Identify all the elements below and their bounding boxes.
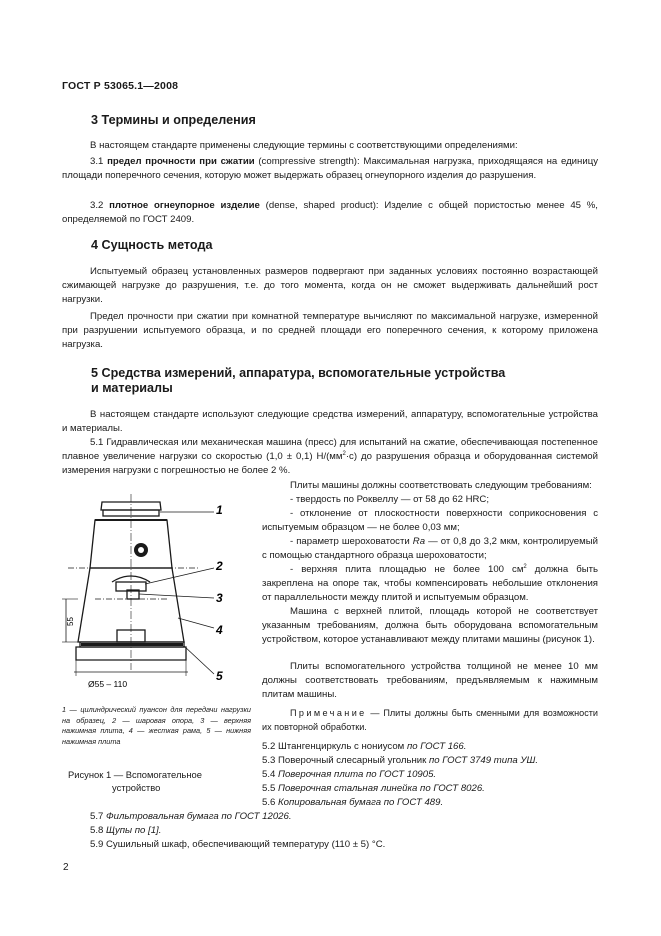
document-header: ГОСТ Р 53065.1—2008	[62, 80, 179, 92]
auxiliary-plates-paragraph: Плиты вспомогательного устройства толщиной не менее 10 мм должны соответствовать требованиям, предъявляемым к нажимным плитам машины.	[262, 661, 598, 701]
section-4-para-2: Предел прочности при сжатии при комнатной температуре вычисляют по максимальной нагрузке, измеренной при разрушении испытуемого образца, и по средней площади его поперечного сечения, к которому приложена нагрузка.	[62, 311, 598, 351]
section-4-para-1: Испытуемый образец установленных размеров подвергают при заданных условиях постоянно возрастающей сжимающей нагрузке до разрушения, т.е. до того момента, когда он не сможет выдерживать дальнейший рост нагрузки.	[62, 266, 598, 306]
item-5-6: 5.6 Копировальная бумага по ГОСТ 489.	[262, 797, 444, 808]
figure-label-3: 3	[216, 591, 223, 605]
note: Примечание — Плиты должны быть сменными для возможности их повторной обработки.	[262, 708, 598, 733]
figure-label-4: 4	[216, 623, 223, 637]
figure-caption-line-1: Рисунок 1 — Вспомогательное	[68, 769, 202, 780]
section-5-title-line-1: 5 Средства измерений, аппаратура, вспомогательные устройства	[91, 366, 506, 380]
auxiliary-device-paragraph: Машина с верхней плитой, площадь которой не соответствует указанным требованиям, должна быть оборудована вспомогательным устройством, которое устанавливают между плитами машины (рисунок 1).	[262, 606, 598, 646]
page-number: 2	[63, 862, 69, 873]
requirement-flatness: - отклонение от плоскостности поверхности соприкосновения с испытуемым образцом — не более 0,03 мм;	[262, 508, 598, 534]
item-5-9: 5.9 Сушильный шкаф, обеспечивающий температуру (110 ± 5) °С.	[90, 839, 386, 850]
item-5-3: 5.3 Поверочный слесарный угольник по ГОСТ 3749 типа УШ.	[262, 755, 539, 766]
figure-label-1: 1	[216, 503, 223, 517]
item-5-7: 5.7 Фильтровальная бумага по ГОСТ 12026.	[90, 811, 292, 822]
dimension-diameter: Ø55 – 110	[88, 679, 128, 689]
item-5-4: 5.4 Поверочная плита по ГОСТ 10905.	[262, 769, 437, 780]
plate-requirements-intro: Плиты машины должны соответствовать следующим требованиям:	[290, 480, 592, 491]
requirement-upper-plate: - верхняя плита площадью не более 100 $см^2$ должна быть закреплена на опоре так, чтобы компенсировать небольшие отклонения от параллельности между плитой и испытуемым образцом.	[262, 564, 598, 604]
section-3-intro: В настоящем стандарте применены следующие термины с соответствующими определениями:	[90, 140, 518, 151]
dimension-height: 55	[66, 617, 75, 626]
section-5-intro: В настоящем стандарте используют следующие средства измерений, аппаратуру, вспомогательные устройства и материалы.	[62, 409, 598, 435]
section-4-title: 4 Сущность метода	[91, 238, 213, 252]
requirement-roughness: - параметр шероховатости Ra — от 0,8 до 3,2 мкм, контролируемый с помощью стандартного образца шероховатости;	[262, 536, 598, 562]
item-5-5: 5.5 Поверочная стальная линейка по ГОСТ 8026.	[262, 783, 485, 794]
figure-legend: 1 — цилиндрический пуансон для передачи нагрузки на образец, 2 — шаровая опора, 3 — верхняя нажимная плита, 4 — жесткая рама, 5 — нижняя нажимная плита	[62, 705, 251, 746]
requirement-hardness: - твердость по Роквеллу — от 58 до 62 HRC;	[290, 494, 490, 505]
section-5-title-line-2: и материалы	[91, 381, 173, 395]
section-3-title: 3 Термины и определения	[91, 113, 256, 127]
figure-caption-line-2: устройство	[112, 782, 161, 793]
item-5-8: 5.8 Щупы по [1].	[90, 825, 162, 836]
term-3-2: 3.2 плотное огнеупорное изделие (dense, shaped product): Изделие с общей пористостью менее 45 %, определяемой по ГОСТ 2409.	[62, 200, 598, 226]
term-3-1: 3.1 предел прочности при сжатии (compressive strength): Максимальная нагрузка, приходящаяся на единицу площади поперечного сечения, которую может выдержать образец огнеупорного изделия до разрушения.	[62, 156, 598, 182]
figure-label-5: 5	[216, 669, 223, 683]
figure-label-2: 2	[216, 559, 223, 573]
item-5-2: 5.2 Штангенциркуль с нониусом по ГОСТ 166.	[262, 741, 467, 752]
item-5-1: 5.1 Гидравлическая или механическая машина (пресс) для испытаний на сжатие, обеспечивающая постепенное плавное увеличение нагрузки со скоростью (1,0 ± 0,1) $Н/(мм^2\cdot с)$ до разрушения образца и оборудованная системой измерения нагрузки с погрешностью не более 2 %.	[62, 437, 598, 477]
figure-auxiliary-device	[60, 490, 260, 690]
